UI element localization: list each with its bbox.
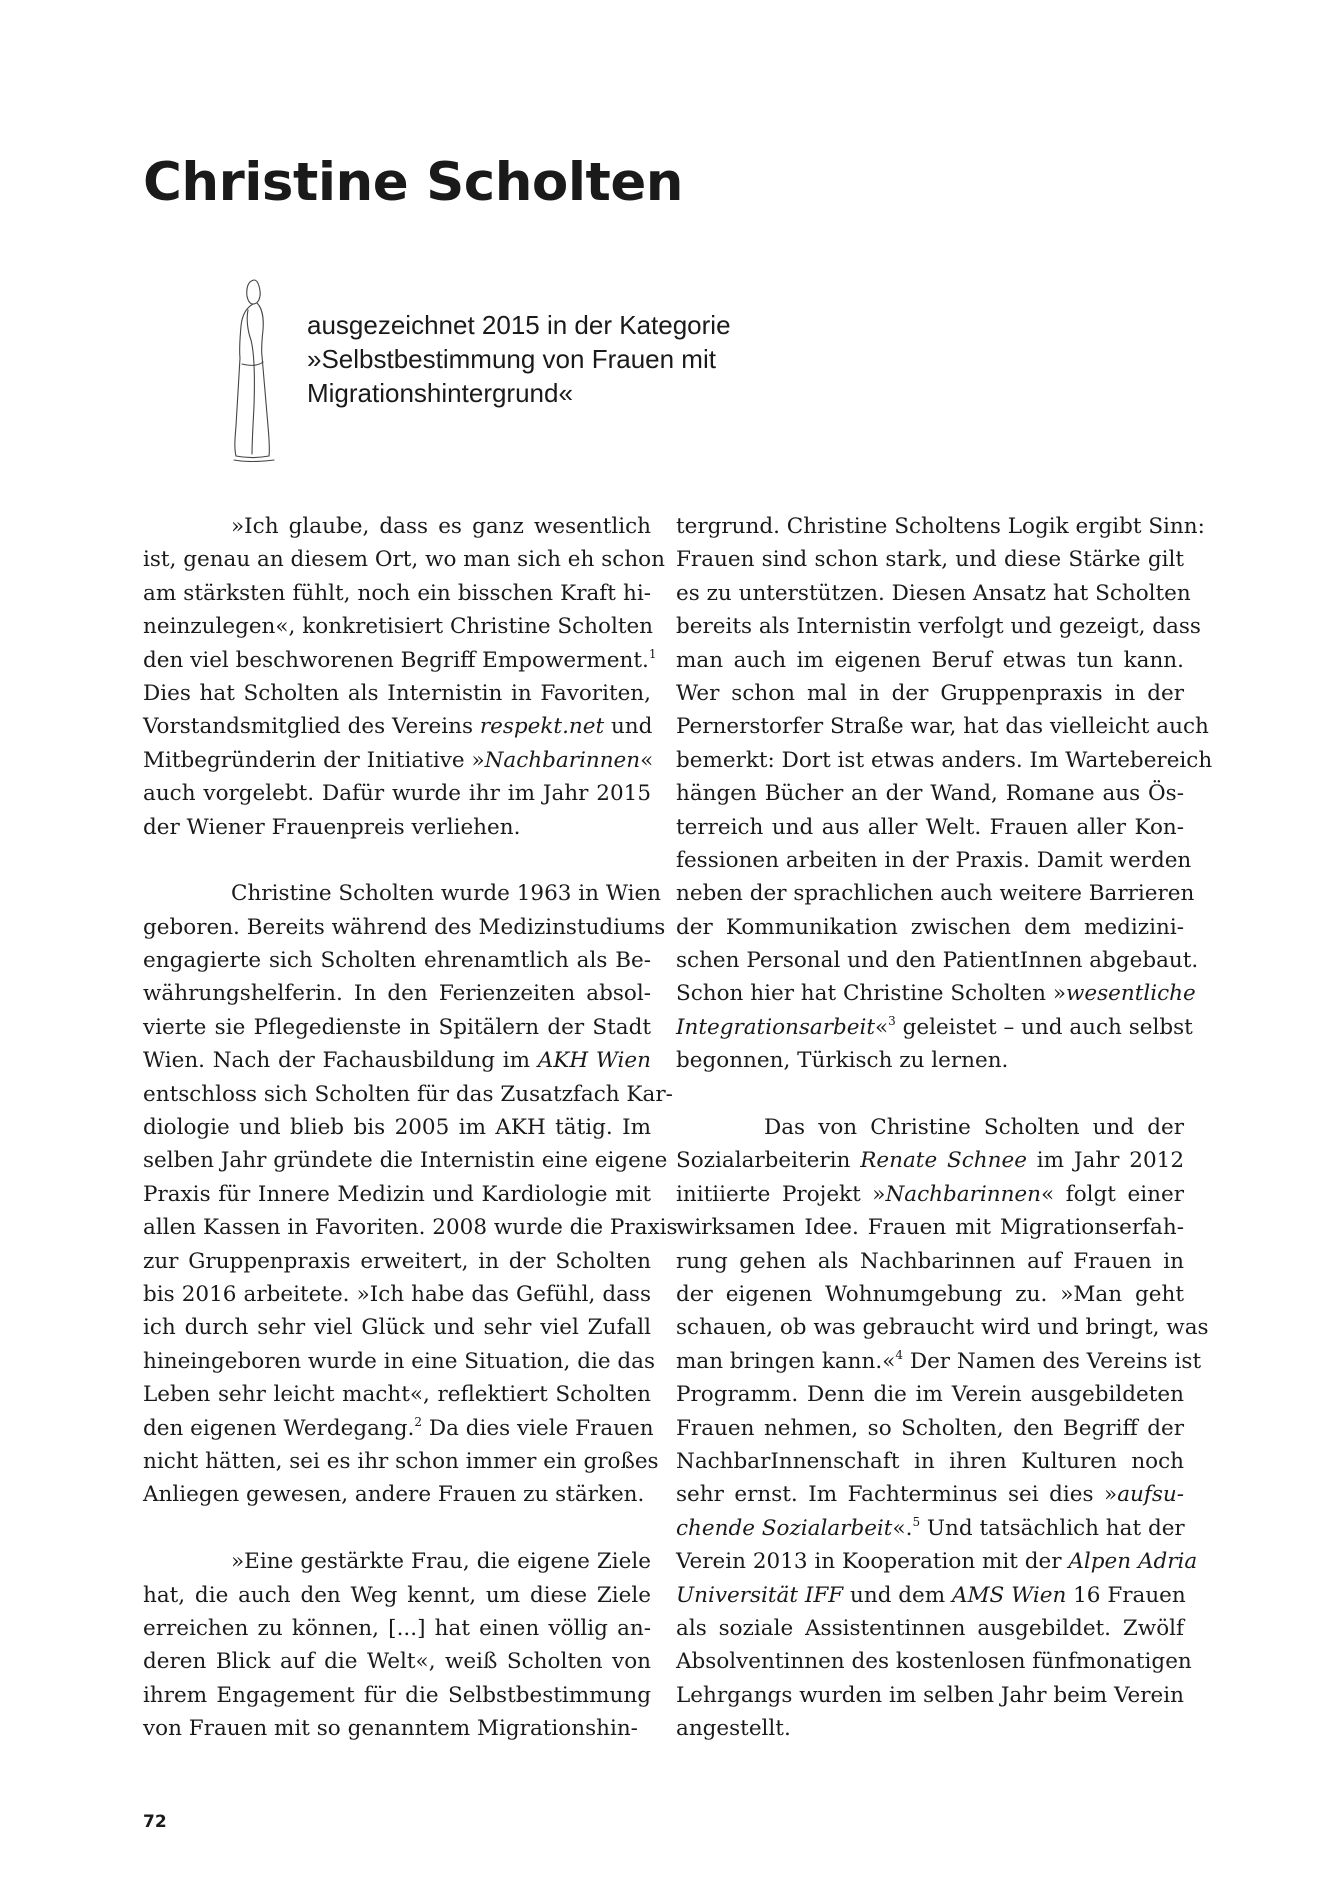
text-line [143, 1478, 651, 1511]
text-segment: es zu unterstützen. Diesen Ansatz hat Scholten [676, 580, 1191, 606]
text-line [676, 877, 1195, 910]
text-segment: Frauen sind schon stark, und diese Stärke gilt [676, 547, 1184, 573]
text-segment: im Jahr 2012 [1026, 1148, 1184, 1174]
text-segment: bemerkt: Dort ist etwas anders. Im Wartebereich [676, 747, 1213, 773]
text-line [676, 1512, 1184, 1545]
text-segment: Da dies viele Frauen [422, 1415, 654, 1441]
text-line [676, 977, 1196, 1010]
text-line [143, 1111, 651, 1144]
text-line [676, 644, 1184, 677]
text-segment: Das von Christine Scholten und der [764, 1115, 1184, 1141]
paragraph [676, 1111, 1209, 1745]
text-line [676, 1178, 1184, 1211]
text-segment: Absolventinnen des kostenlosen fünfmonatigen [676, 1649, 1192, 1675]
footnote-marker: 5 [912, 1514, 921, 1529]
text-segment: «. [892, 1515, 913, 1541]
text-segment: Wien. Nach der Fachausbildung im [143, 1048, 538, 1074]
text-line [143, 1278, 651, 1311]
text-line [143, 1311, 651, 1344]
text-line [143, 1078, 673, 1111]
text-segment: Lehrgangs wurden im selben Jahr beim Verein [676, 1682, 1184, 1708]
text-line [676, 1044, 1184, 1077]
text-segment: Sozialarbeiterin [676, 1148, 861, 1174]
text-segment: angestellt. [676, 1716, 791, 1742]
page-number: 72 [143, 1812, 167, 1832]
text-segment: »Ich glaube, dass es ganz wesentlich [231, 514, 651, 539]
text-segment: initiierte Projekt » [676, 1181, 886, 1207]
text-segment: wirksamen Idee. Frauen mit Migrationserfah- [676, 1215, 1184, 1241]
paragraph [143, 877, 678, 1511]
text-segment: geboren. Bereits während des Medizinstudiums [143, 914, 666, 940]
text-line [143, 1712, 651, 1745]
text-segment: 16 Frauen [1066, 1582, 1186, 1608]
text-line [676, 677, 1184, 710]
text-line [143, 911, 666, 944]
text-line [143, 1545, 651, 1578]
text-segment: der Kommunikation zwischen dem medizini- [676, 914, 1184, 940]
text-line [143, 1645, 651, 1678]
footnote-marker: 1 [648, 646, 657, 661]
text-segment: schauen, ob was gebraucht wird und bringt, was [676, 1315, 1209, 1341]
text-segment: bereits als Internistin verfolgt und gezeigt, dass [676, 614, 1201, 640]
text-segment: bis 2016 arbeitete. »Ich habe das Gefühl, dass [143, 1281, 651, 1307]
text-line [676, 777, 1184, 810]
text-segment: tergrund. Christine Scholtens Logik ergibt Sinn: [676, 514, 1205, 539]
footnote-marker: 3 [888, 1013, 896, 1028]
text-segment: hat, die auch den Weg kennt, um diese Ziele [143, 1582, 651, 1608]
text-segment: und [604, 714, 653, 740]
text-segment: den viel beschworenen Begriff Empowerment. [143, 647, 649, 673]
text-line [676, 1011, 1193, 1044]
text-line [676, 1111, 1184, 1144]
text-line [676, 911, 1184, 944]
text-segment: Vorstandsmitglied des Vereins [143, 714, 480, 740]
text-segment: Und tatsächlich hat der [920, 1515, 1185, 1541]
text-line [143, 811, 651, 844]
text-line [676, 710, 1209, 743]
text-line [676, 744, 1213, 777]
text-line [143, 677, 651, 710]
text-line [143, 577, 651, 610]
text-segment: terreich und aus aller Welt. Frauen aller Kon- [676, 814, 1184, 840]
text-segment: zur Gruppenpraxis erweitert, in der Scholten [143, 1248, 651, 1274]
footnote-marker: 4 [895, 1347, 903, 1362]
text-line [676, 1245, 1184, 1278]
text-line [143, 510, 651, 543]
text-segment: Christine Scholten wurde 1963 in Wien [231, 881, 662, 907]
text-line [143, 877, 662, 910]
text-segment: fessionen arbeiten in der Praxis. Damit werden [676, 847, 1192, 873]
text-segment: rung gehen als Nachbarinnen auf Frauen in [676, 1248, 1184, 1274]
text-segment: Frauen nehmen, so Scholten, den Begriff der [676, 1415, 1184, 1441]
text-line [143, 1445, 659, 1478]
text-line [143, 977, 651, 1010]
text-line [676, 577, 1191, 610]
award-caption-line: »Selbstbestimmung von Frauen mit [307, 344, 716, 374]
italic-phrase: wesentliche [1065, 981, 1196, 1007]
text-column-left [143, 510, 678, 1745]
text-line [143, 1412, 654, 1445]
text-segment: Pernerstorfer Straße war, hat das vielleicht auch [676, 714, 1209, 740]
italic-phrase: Nachbarinnen [885, 1181, 1041, 1207]
text-segment: Leben sehr leicht macht«, reflektiert Scholten [143, 1382, 651, 1408]
italic-phrase: AMS Wien [952, 1582, 1067, 1608]
page-title: Christine Scholten [143, 152, 684, 213]
text-line [676, 944, 1199, 977]
text-segment: Mitbegründerin der Initiative » [143, 747, 485, 773]
text-line [143, 1679, 651, 1712]
text-segment: erreichen zu können, [...] hat einen völlig an- [143, 1615, 651, 1641]
italic-phrase: respekt.net [479, 714, 605, 740]
text-line [676, 1445, 1184, 1478]
text-line [676, 543, 1184, 576]
text-segment: Programm. Denn die im Verein ausgebildeten [676, 1382, 1184, 1408]
text-segment: hängen Bücher an der Wand, Romane aus Ös- [676, 781, 1184, 807]
text-segment: »Eine gestärkte Frau, die eigene Ziele [231, 1549, 651, 1575]
text-segment: Schon hier hat Christine Scholten » [676, 981, 1066, 1007]
text-segment: Dies hat Scholten als Internistin in Favoriten, [143, 680, 651, 706]
text-line [676, 610, 1201, 643]
text-segment: vierte sie Pflegedienste in Spitälern der Stadt [143, 1014, 651, 1040]
text-line [143, 777, 651, 810]
text-line [676, 1478, 1184, 1511]
text-line [143, 1211, 678, 1244]
italic-phrase: Integrationsarbeit [676, 1014, 876, 1040]
text-segment: Verein 2013 in Kooperation mit der [676, 1549, 1069, 1575]
text-line [676, 510, 1205, 543]
text-line [676, 1345, 1202, 1378]
italic-phrase: Universität IFF [676, 1582, 844, 1608]
text-segment: man bringen kann.« [676, 1348, 896, 1374]
text-segment: neinzulegen«, konkretisiert Christine Scholten [143, 614, 654, 640]
text-segment: diologie und blieb bis 2005 im AKH tätig. Im [143, 1115, 651, 1141]
text-line [676, 1579, 1184, 1612]
text-segment: der eigenen Wohnumgebung zu. »Man geht [676, 1281, 1184, 1307]
text-segment: neben der sprachlichen auch weitere Barrieren [676, 881, 1195, 907]
text-line [676, 1144, 1184, 1177]
text-segment: Anliegen gewesen, andere Frauen zu stärken. [143, 1482, 645, 1508]
italic-phrase: Renate Schnee [860, 1148, 1027, 1174]
text-line [143, 710, 651, 743]
paragraph [143, 1545, 651, 1745]
text-segment: deren Blick auf die Welt«, weiß Scholten von [143, 1649, 651, 1675]
text-segment: « [875, 1014, 889, 1040]
text-line [143, 1011, 651, 1044]
text-line [143, 944, 651, 977]
text-segment: währungshelferin. In den Ferienzeiten absol- [143, 981, 651, 1007]
text-segment: geleistet – und auch selbst [895, 1014, 1193, 1040]
text-segment: entschloss sich Scholten für das Zusatzfach Kar- [143, 1081, 673, 1107]
text-segment: ist, genau an diesem Ort, wo man sich eh schon [143, 547, 665, 573]
text-segment: hineingeboren wurde in eine Situation, die das [143, 1348, 656, 1374]
italic-phrase: chende Sozialarbeit [676, 1515, 893, 1541]
text-line [143, 610, 654, 643]
text-segment: selben Jahr gründete die Internistin eine eigene [143, 1148, 668, 1174]
text-line [676, 1311, 1209, 1344]
text-segment: « folgt einer [1041, 1181, 1184, 1207]
text-line [676, 1545, 1198, 1578]
text-segment: von Frauen mit so genanntem Migrationshin- [143, 1716, 638, 1742]
text-segment: begonnen, Türkisch zu lernen. [676, 1048, 1009, 1074]
text-segment: allen Kassen in Favoriten. 2008 wurde die Praxis [143, 1215, 678, 1241]
text-segment: schen Personal und den PatientInnen abgebaut. [676, 948, 1199, 974]
paragraph [143, 510, 665, 844]
text-line [676, 811, 1184, 844]
award-caption-line: ausgezeichnet 2015 in der Kategorie [307, 310, 731, 340]
italic-phrase: Alpen Adria [1068, 1549, 1198, 1575]
text-segment: Praxis für Innere Medizin und Kardiologie mit [143, 1181, 651, 1207]
text-line [676, 1712, 1184, 1745]
italic-phrase: Nachbarinnen [484, 747, 641, 773]
text-segment: den eigenen Werdegang. [143, 1415, 415, 1441]
text-line [143, 1144, 668, 1177]
italic-phrase: aufsu- [1117, 1482, 1184, 1508]
text-column-right [676, 510, 1213, 1745]
text-line [676, 1211, 1184, 1244]
text-line [676, 844, 1192, 877]
text-line [143, 1178, 651, 1211]
text-line [676, 1645, 1192, 1678]
text-line [143, 1378, 651, 1411]
text-segment: der Wiener Frauenpreis verliehen. [143, 814, 521, 840]
text-line [143, 1579, 651, 1612]
text-segment: Der Namen des Vereins ist [903, 1348, 1202, 1374]
text-segment: man auch im eigenen Beruf etwas tun kann. [676, 647, 1184, 673]
text-line [143, 1245, 651, 1278]
text-line [143, 1345, 656, 1378]
text-line [143, 744, 654, 777]
text-segment: auch vorgelebt. Dafür wurde ihr im Jahr 2015 [143, 781, 651, 807]
text-segment: als soziale Assistentinnen ausgebildet. Zwölf [676, 1615, 1184, 1641]
text-segment: ihrem Engagement für die Selbstbestimmung [143, 1682, 651, 1708]
text-segment: sehr ernst. Im Fachterminus sei dies » [676, 1482, 1118, 1508]
text-segment: « [640, 747, 654, 773]
text-line [143, 1044, 651, 1077]
text-line [676, 1679, 1184, 1712]
text-line [143, 1612, 651, 1645]
text-line [676, 1278, 1184, 1311]
text-segment: am stärksten fühlt, noch ein bisschen Kraft hi- [143, 580, 651, 606]
text-segment: nicht hätten, sei es ihr schon immer ein großes [143, 1448, 659, 1474]
sketched-standing-figure-icon [224, 276, 286, 462]
text-segment: engagierte sich Scholten ehrenamtlich als Be- [143, 948, 651, 974]
text-line [676, 1378, 1184, 1411]
text-line [676, 1612, 1184, 1645]
paragraph [676, 510, 1213, 1078]
award-caption [307, 308, 867, 410]
text-line [143, 543, 665, 576]
italic-phrase: AKH Wien [537, 1048, 651, 1074]
footnote-marker: 2 [414, 1414, 423, 1429]
award-caption-line: Migrationshintergrund« [307, 378, 573, 408]
text-segment: NachbarInnenschaft in ihren Kulturen noch [676, 1448, 1184, 1474]
text-segment: Wer schon mal in der Gruppenpraxis in der [676, 680, 1184, 706]
text-segment: ich durch sehr viel Glück und sehr viel Zufall [143, 1315, 651, 1341]
text-line [676, 1412, 1184, 1445]
text-segment: und dem [843, 1582, 953, 1608]
text-line [143, 644, 657, 677]
